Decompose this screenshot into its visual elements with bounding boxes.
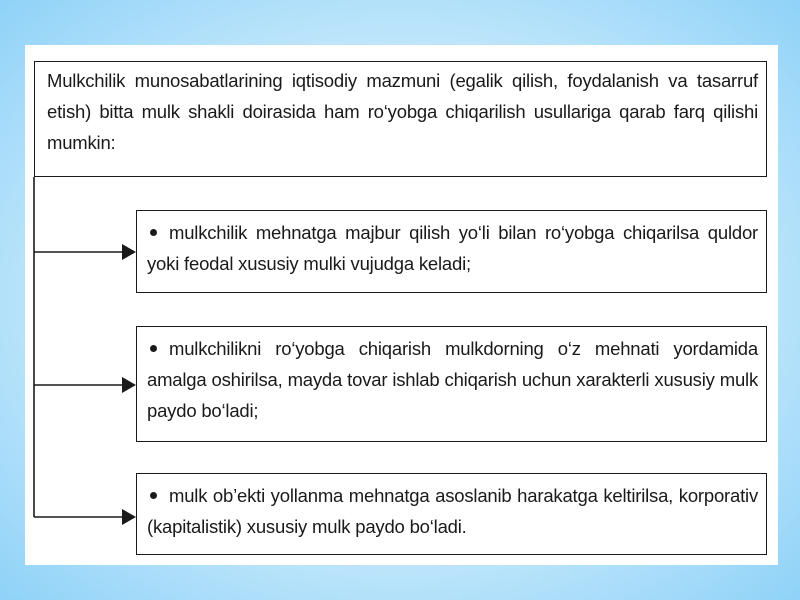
item-text-1: mulkchilik mehnatga majbur qilish yo‘li bilan ro‘yobga chiqarilsa quldor yoki feodal xususiy mulki vujudga keladi; bbox=[147, 222, 758, 274]
arrowhead-2 bbox=[122, 377, 136, 393]
item-text-2: mulkchilikni ro‘yobga chiqarish mulkdorning o‘z mehnati yordamida amalga oshirilsa, mayda tovar ishlab chiqarish uchun xarakterli xususiy mulk paydo bo‘ladi; bbox=[147, 338, 758, 421]
diagram-panel bbox=[25, 45, 778, 565]
item-box-2 bbox=[136, 326, 767, 442]
bullet-icon bbox=[150, 492, 157, 499]
intro-text: Mulkchilik munosabatlarining iqtisodiy mazmuni (egalik qilish, foydalanish va tasarruf etish) bitta mulk shakli doirasida ham ro‘yobga chiqarilish usullariga qarab farq qilishi mumkin: bbox=[47, 70, 758, 153]
item-text-3: mulk ob’ekti yollanma mehnatga asoslanib harakatga keltirilsa, korporativ (kapitalistik) xususiy mulk paydo bo‘ladi. bbox=[147, 485, 758, 537]
bullet-icon bbox=[150, 345, 157, 352]
intro-box bbox=[34, 61, 767, 177]
item-box-3 bbox=[136, 473, 767, 555]
item-box-1 bbox=[136, 210, 767, 293]
arrowhead-3 bbox=[122, 509, 136, 525]
bullet-icon bbox=[150, 229, 157, 236]
arrowhead-1 bbox=[122, 244, 136, 260]
